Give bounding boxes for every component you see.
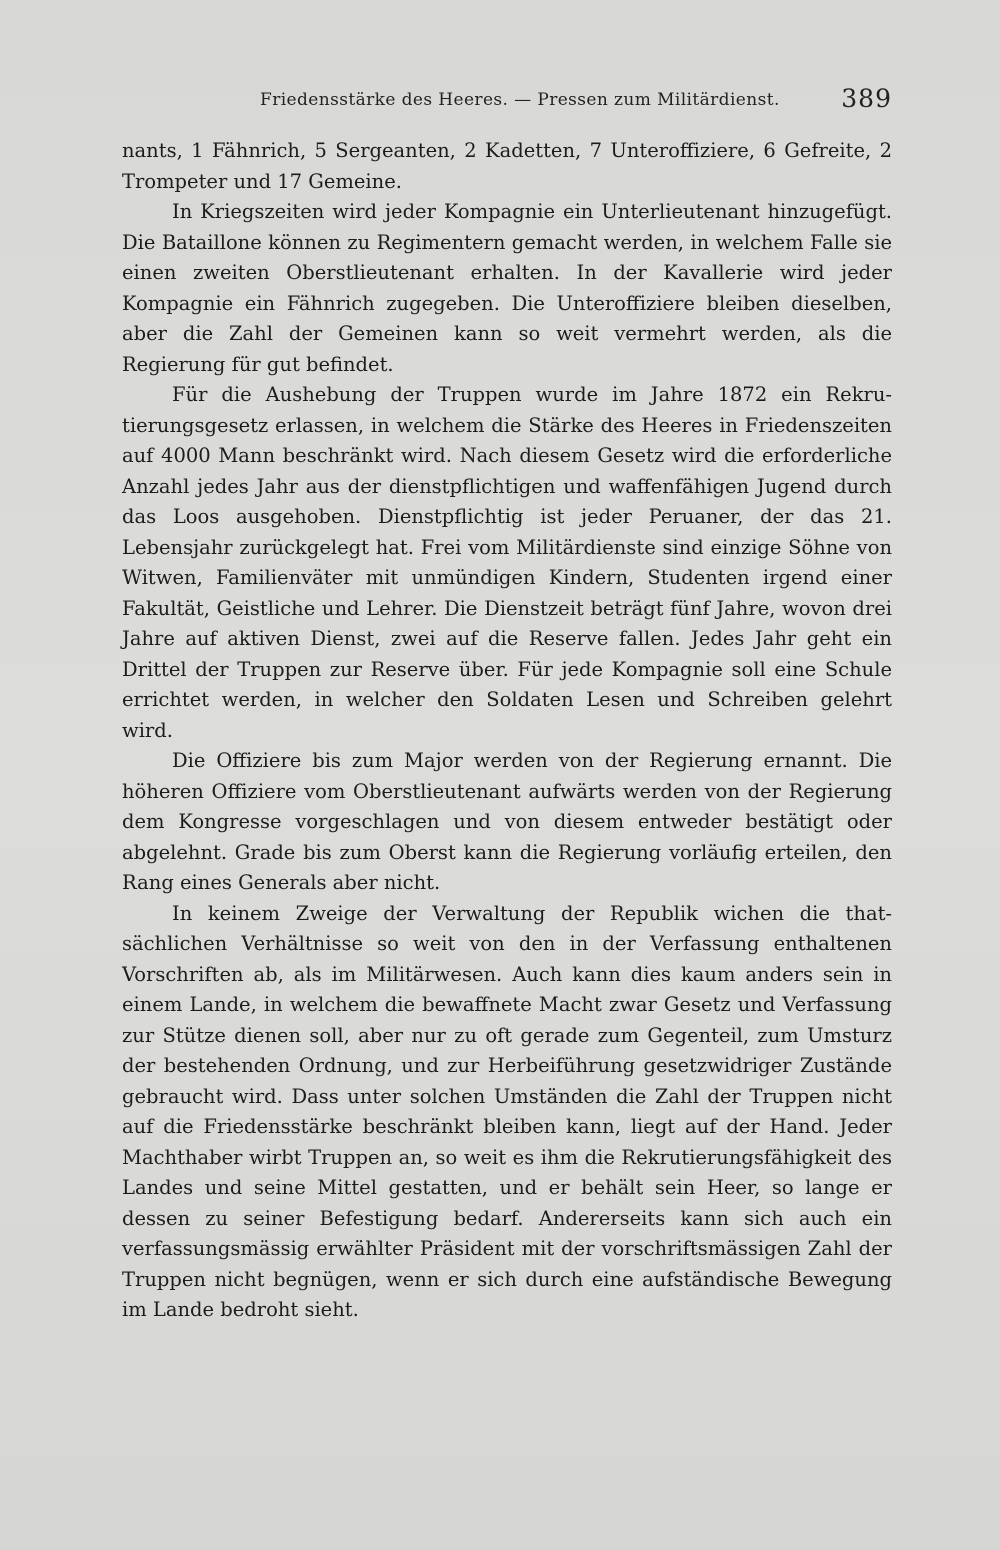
- running-head: [122, 84, 892, 120]
- paragraph-aushebung: Für die Aushebung der Truppen wurde im Jahre 1872 ein Rekrutierungsgesetz erlassen, in welchem die Stärke des Heeres in Friedenszeiten auf 4000 Mann beschränkt wird. Nach diesem Gesetz wird die erforderliche Anzahl jedes Jahr aus der dienstpflichtigen und waffenfähigen Jugend durch das Loos ausgehoben. Dienstpflichtig ist jeder Peruaner, der das 21. Lebensjahr zurückgelegt hat. Frei vom Militärdienste sind einzige Söhne von Witwen, Familienväter mit unmündigen Kindern, Studenten irgend einer Fakultät, Geistliche und Lehrer. Die Dienstzeit beträgt fünf Jahre, wovon drei Jahre auf aktiven Dienst, zwei auf die Reserve fallen. Jedes Jahr geht ein Drittel der Truppen zur Reserve über. Für jede Kompagnie soll eine Schule errichtet werden, in welcher den Soldaten Lesen und Schreiben gelehrt wird.: [122, 383, 892, 742]
- page-number: 389: [841, 84, 892, 113]
- running-title: Friedensstärke des Heeres. — Pressen zum Militärdienst.: [260, 90, 780, 110]
- paragraph-kriegszeiten: In Kriegszeiten wird jeder Kompagnie ein Unterlieutenant hinzugefügt. Die Bataillone können zu Regimentern gemacht werden, in welchem Falle sie einen zweiten Oberstlieutenant erhalten. In der Kavallerie wird jeder Kompagnie ein Fähnrich zugegeben. Die Unteroffiziere bleiben dieselben, aber die Zahl der Gemeinen kann so weit vermehrt werden, als die Regierung für gut befindet.: [122, 200, 892, 376]
- paragraph-continuation: nants, 1 Fähnrich, 5 Sergeanten, 2 Kadetten, 7 Unteroffiziere, 6 Gefreite, 2 Trompeter und 17 Gemeine.: [122, 139, 892, 193]
- body-text: [122, 136, 892, 1326]
- paragraph-militaerwesen: In keinem Zweige der Verwaltung der Republik wichen die thatsächlichen Verhältnisse so weit von den in der Verfassung enthaltenen Vorschriften ab, als im Militärwesen. Auch kann dies kaum anders sein in einem Lande, in welchem die bewaffnete Macht zwar Gesetz und Verfassung zur Stütze dienen soll, aber nur zu oft gerade zum Gegenteil, zum Umsturz der bestehenden Ordnung, und zur Herbeiführung gesetzwidriger Zustände gebraucht wird. Dass unter solchen Umständen die Zahl der Truppen nicht auf die Friedensstärke beschränkt bleiben kann, liegt auf der Hand. Jeder Machthaber wirbt Truppen an, so weit es ihm die Rekrutierungsfähigkeit des Landes und seine Mittel gestatten, und er behält sein Heer, so lange er dessen zu seiner Befestigung bedarf. Andererseits kann sich auch ein verfassungsmässig erwählter Präsident mit der vorschriftsmässigen Zahl der Truppen nicht begnügen, wenn er sich durch eine aufständische Bewegung im Lande bedroht sieht.: [122, 901, 892, 1321]
- paragraph-offiziere: Die Offiziere bis zum Major werden von der Regierung ernannt. Die höheren Offiziere vom Oberstlieutenant aufwärts werden von der Regierung dem Kongresse vorgeschlagen und von diesem entweder bestätigt oder abgelehnt. Grade bis zum Oberst kann die Regierung vorläufig erteilen, den Rang eines Generals aber nicht.: [122, 749, 892, 894]
